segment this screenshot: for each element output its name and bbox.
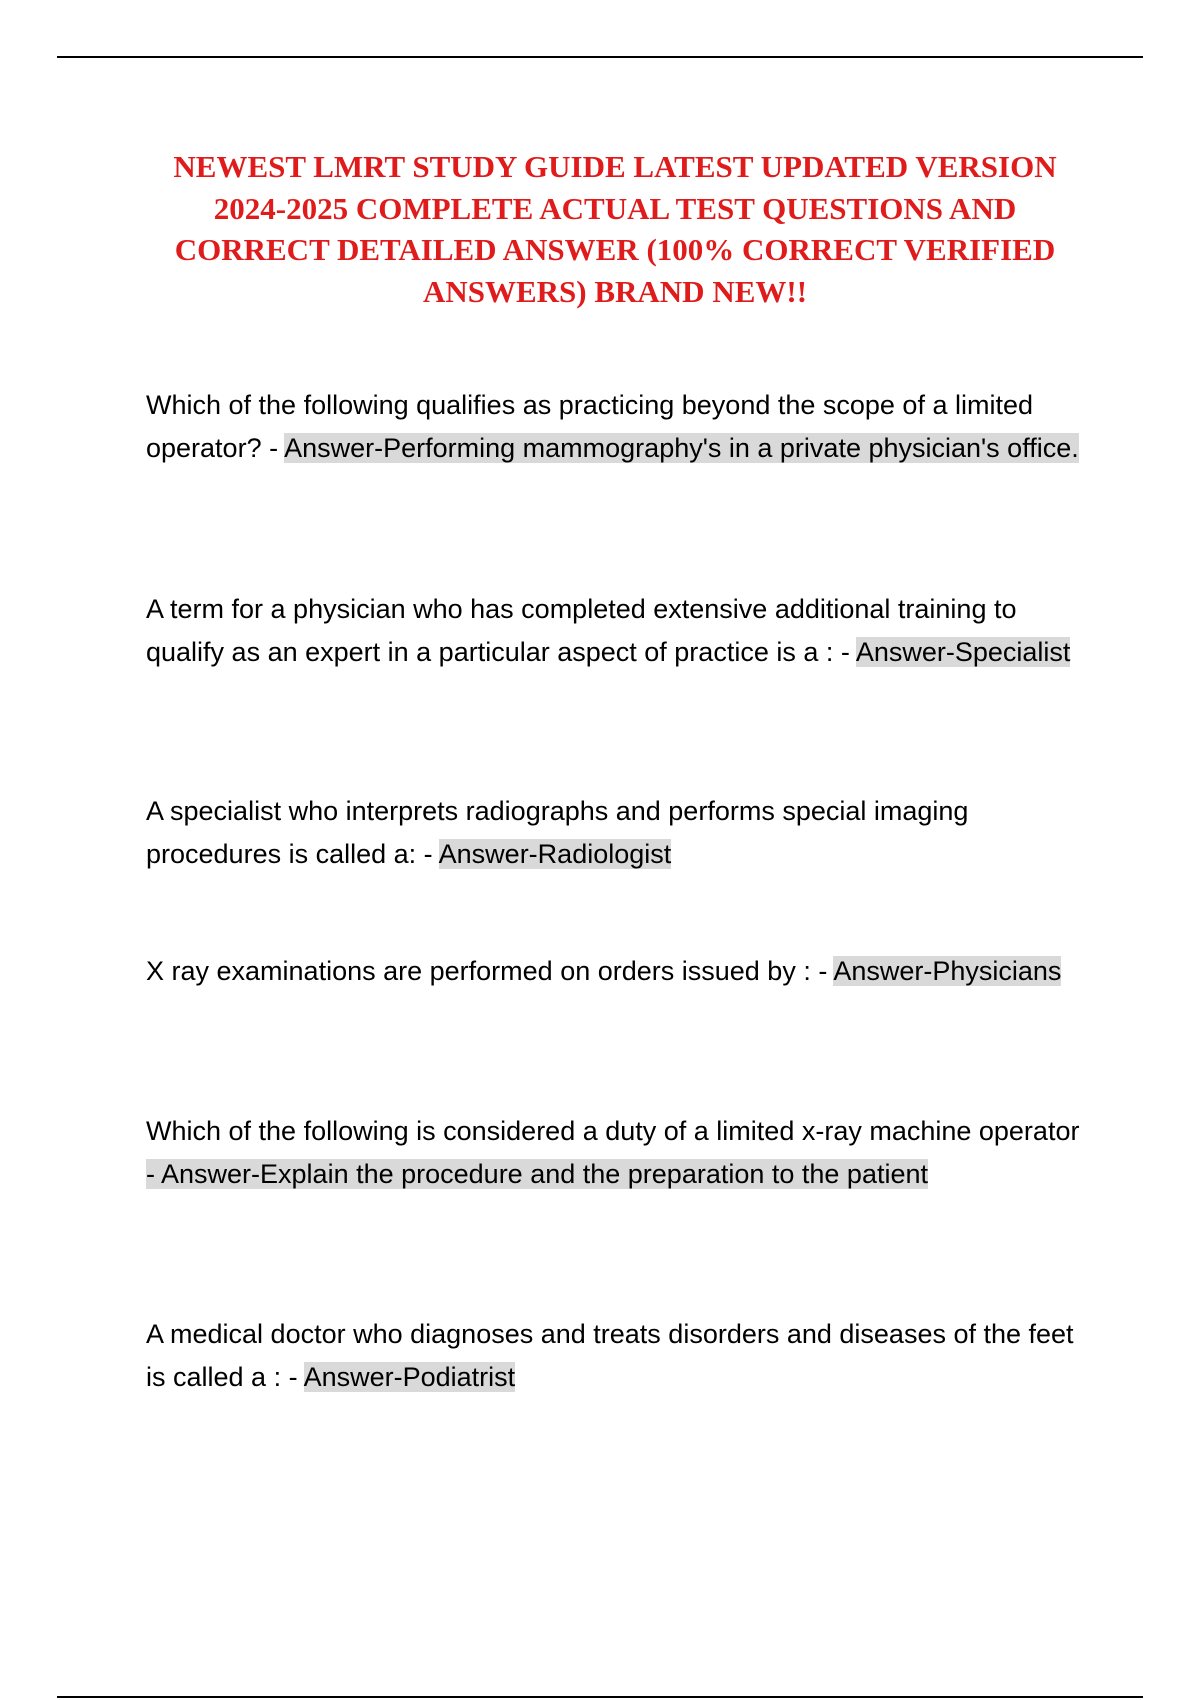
answer-text: - Answer-Explain the procedure and the preparation to the patient: [146, 1158, 928, 1189]
answer-text: Answer-Radiologist: [438, 838, 672, 869]
answer-text: Answer-Physicians: [833, 956, 1062, 986]
qa-item-3: [146, 790, 1081, 875]
answer-text: Answer-Specialist: [855, 636, 1071, 667]
question-text: A specialist who interprets radiographs and performs special imaging procedures is called a: -: [146, 796, 969, 869]
qa-item-1: [146, 384, 1081, 469]
question-text: A medical doctor who diagnoses and treats disorders and diseases of the feet is called a : -: [146, 1319, 1074, 1392]
question-text: A term for a physician who has completed extensive additional training to qualify as an expert in a particular aspect of practice is a : -: [146, 594, 1017, 667]
qa-item-4: [146, 950, 1081, 993]
qa-item-5: [146, 1110, 1081, 1195]
question-text: Which of the following qualifies as practicing beyond the scope of a limited operator? -: [146, 390, 1033, 463]
answer-text: Answer-Podiatrist: [303, 1361, 516, 1392]
bottom-divider: [57, 1696, 1143, 1698]
question-text: Which of the following is considered a duty of a limited x-ray machine operator: [146, 1116, 1080, 1146]
qa-item-2: [146, 588, 1081, 673]
top-divider: [57, 56, 1143, 58]
document-title: NEWEST LMRT STUDY GUIDE LATEST UPDATED VERSION 2024-2025 COMPLETE ACTUAL TEST QUESTIONS AND CORRECT DETAILED ANSWER (100% CORRECT VERIFIED ANSWERS) BRAND NEW!!: [173, 149, 1057, 309]
answer-text: Answer-Performing mammography's in a private physician's office.: [284, 432, 1079, 463]
qa-item-6: [146, 1313, 1081, 1398]
question-text: X ray examinations are performed on orders issued by : -: [146, 956, 834, 986]
